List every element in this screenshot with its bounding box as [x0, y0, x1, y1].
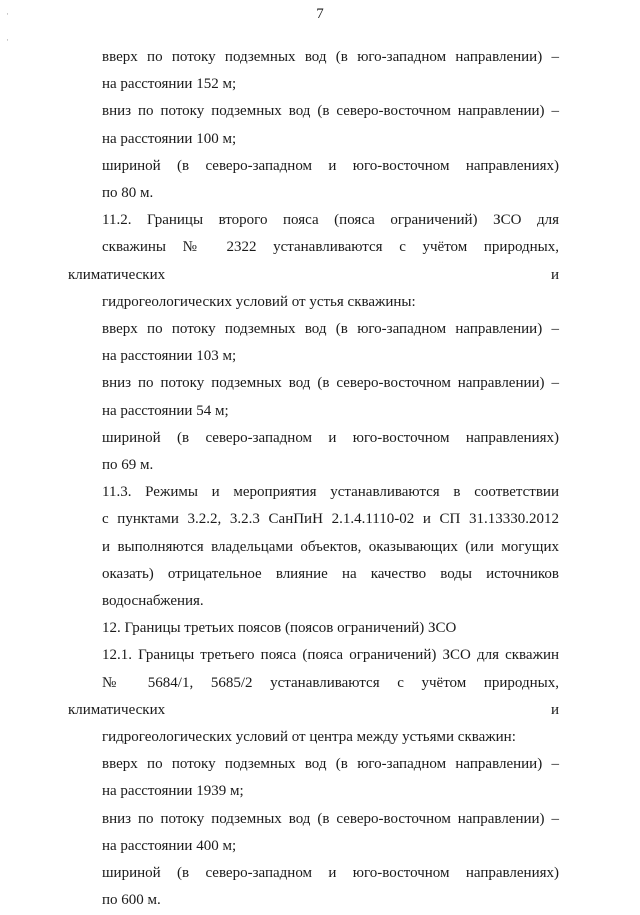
text-line: и выполняются владельцами объектов, оказывающих (или могущих [102, 538, 559, 555]
paragraph [68, 751, 559, 805]
text-line: оказать) отрицательное влияние на качество воды источников [102, 565, 559, 582]
text-line: 12.1. Границы третьего пояса (пояса ограничений) ЗСО для скважин [102, 647, 559, 664]
paragraph [68, 642, 559, 751]
scan-speck: · [6, 9, 9, 19]
paragraph [68, 806, 559, 860]
paragraph [68, 425, 559, 479]
paragraph [68, 479, 559, 615]
text-line: 11.2. Границы второго пояса (пояса ограничений) ЗСО для [102, 212, 559, 229]
text-line: водоснабжения. [102, 593, 204, 610]
text-line: по 600 м. [102, 892, 161, 909]
text-line: 11.3. Режимы и мероприятия устанавливаются в соответствии [102, 484, 559, 501]
paragraph [68, 316, 559, 370]
text-line: гидрогеологических условий от центра между устьями скважин: [102, 729, 516, 746]
text-line: вниз по потоку подземных вод (в северо-восточном направлении) – [102, 810, 559, 827]
section-heading [68, 615, 559, 642]
text-line: гидрогеологических условий от устья скважины: [102, 293, 416, 310]
paragraph [68, 44, 559, 98]
text-line: шириной (в северо-западном и юго-восточном направлениях) [102, 429, 559, 446]
paragraph [68, 98, 559, 152]
text-line: 12. Границы третьих поясов (поясов ограничений) ЗСО [102, 620, 457, 637]
text-line: вверх по потоку подземных вод (в юго-западном направлении) – [102, 321, 559, 338]
scan-speck: · [6, 35, 9, 45]
text-line: вверх по потоку подземных вод (в юго-западном направлении) – [102, 49, 559, 65]
text-line: вниз по потоку подземных вод (в северо-восточном направлении) – [102, 103, 559, 120]
text-line: на расстоянии 100 м; [102, 130, 237, 147]
text-line: по 80 м. [102, 185, 154, 202]
text-line: на расстоянии 103 м; [102, 348, 237, 365]
paragraph [68, 860, 559, 914]
text-line: на расстоянии 400 м; [102, 837, 237, 854]
paragraph [68, 370, 559, 424]
text-line: вверх по потоку подземных вод (в юго-западном направлении) – [102, 756, 559, 773]
paragraph [68, 207, 559, 316]
text-line: шириной (в северо-западном и юго-восточном направлениях) [102, 157, 559, 174]
text-line: вниз по потоку подземных вод (в северо-восточном направлении) – [102, 375, 559, 392]
document-body [68, 44, 559, 915]
text-line: на расстоянии 54 м; [102, 402, 229, 419]
page-number: 7 [316, 6, 324, 22]
text-line: на расстоянии 152 м; [102, 76, 237, 93]
paragraph [68, 153, 559, 207]
text-line: шириной (в северо-западном и юго-восточном направлениях) [102, 865, 559, 882]
text-line: № 5684/1, 5685/2 устанавливаются с учётом природных, климатических и [68, 674, 559, 718]
text-line: на расстоянии 1939 м; [102, 783, 244, 800]
text-line: с пунктами 3.2.2, 3.2.3 СанПиН 2.1.4.1110-02 и СП 31.13330.2012 [102, 511, 559, 528]
text-line: скважины № 2322 устанавливаются с учётом природных, климатических и [68, 239, 559, 283]
text-line: по 69 м. [102, 457, 154, 474]
